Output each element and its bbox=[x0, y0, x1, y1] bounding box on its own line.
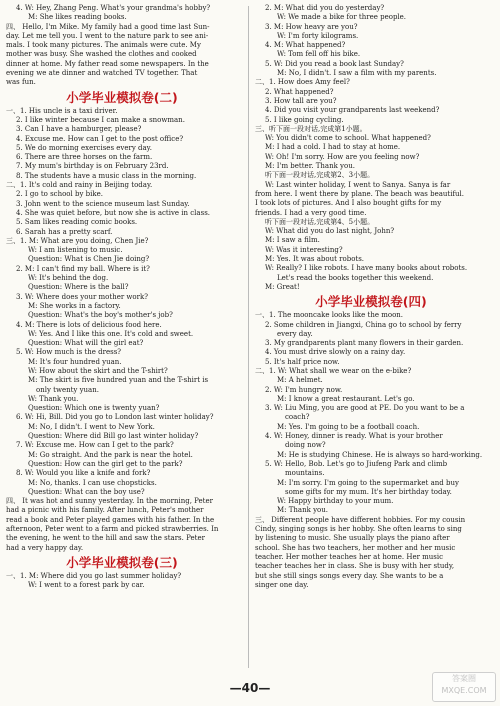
text-line: 5. I like going cycling. bbox=[265, 115, 344, 124]
text-line: 6. W: Hi, Bill. Did you go to London last winter holiday? bbox=[16, 413, 214, 422]
text-line: M: I had a cold. I had to stay at home. bbox=[265, 143, 401, 152]
text-line: 5. Sam likes reading comic books. bbox=[16, 218, 138, 227]
text-line: 4. Excuse me. How can I get to the post office? bbox=[16, 134, 184, 143]
text-line: friends. I had a very good time. bbox=[255, 208, 367, 217]
text-line: 6. There are three horses on the farm. bbox=[16, 153, 153, 162]
text-line: W: Tom fell off his bike. bbox=[277, 50, 361, 59]
text-line: 3. W: Where does your mother work? bbox=[16, 292, 148, 301]
text-line: 5. W: Hello, Bob. Let's go to Jiufeng Park and climb bbox=[265, 459, 448, 468]
site-watermark bbox=[432, 672, 496, 702]
text-line: M: No, I didn't. I saw a film with my parents. bbox=[277, 69, 437, 78]
text-line: W: Really? I like robots. I have many books about robots. bbox=[265, 264, 468, 273]
text-line: 3. Can I have a hamburger, please? bbox=[16, 125, 142, 134]
text-line: M: She likes reading books. bbox=[28, 13, 127, 22]
text-line: by listening to music. She usually plays the piano after bbox=[255, 534, 450, 543]
text-line: 听下面一段对话,完成第4、5小题。 bbox=[265, 217, 375, 226]
text-line: W: Yes. And I like this one. It's cold and sweet. bbox=[28, 329, 194, 338]
text-line: school. She has two teachers, her mother and her music bbox=[255, 543, 456, 552]
text-line: 二、1. W: What shall we wear on the e-bike? bbox=[255, 366, 412, 375]
text-line: W: I went to a forest park by car. bbox=[28, 581, 145, 590]
text-line: W: Thank you. bbox=[28, 394, 79, 403]
text-line: 5. It's half price now. bbox=[265, 357, 340, 366]
text-line: W: Happy birthday to your mum. bbox=[277, 497, 394, 506]
text-line: from here. I went there by plane. The beach was beautiful. bbox=[255, 189, 465, 198]
text-line: M: No, I didn't. I went to New York. bbox=[28, 422, 155, 431]
right-column bbox=[255, 4, 487, 590]
text-line: M: I'm sorry. I'm going to the supermarket and buy bbox=[277, 478, 459, 487]
text-line: 2. I go to school by bike. bbox=[16, 190, 103, 199]
text-line: W: Oh! I'm sorry. How are you feeling now? bbox=[265, 152, 420, 161]
text-line: M: Thank you. bbox=[277, 506, 328, 515]
text-line: Let's read the books together this weekend. bbox=[277, 273, 434, 282]
text-line: 4. She was quiet before, but now she is active in class. bbox=[16, 208, 211, 217]
text-line: some gifts for my mum. It's her birthday today. bbox=[285, 487, 452, 496]
text-line: 2. Some children in Jiangxi, China go to school by ferry bbox=[265, 320, 462, 329]
text-line: W: What did you do last night, John? bbox=[265, 227, 395, 236]
text-line: 一、1. M: Where did you go last summer holiday? bbox=[6, 571, 182, 580]
text-line: 5. W: Did you read a book last Sunday? bbox=[265, 59, 404, 68]
text-line: 2. M: I can't find my ball. Where is it? bbox=[16, 264, 150, 273]
text-line: W: It's behind the dog. bbox=[28, 274, 109, 283]
text-line: Question: Where is the ball? bbox=[28, 283, 129, 292]
watermark-line-2: MXQE.COM bbox=[441, 686, 487, 695]
text-line: 三、1. M: What are you doing, Chen Jie? bbox=[6, 236, 149, 245]
text-line: 8. W: Would you like a knife and fork? bbox=[16, 469, 151, 478]
text-line: Question: What can the boy use? bbox=[28, 487, 145, 496]
text-line: day. Let me tell you. I went to the nature park to see ani- bbox=[6, 31, 209, 40]
text-line: W: Last winter holiday, I went to Sanya. Sanya is far bbox=[265, 180, 451, 189]
text-line: only twenty yuan. bbox=[36, 385, 99, 394]
page-number: —40— bbox=[229, 681, 271, 695]
text-line: 8. The students have a music class in the morning. bbox=[16, 171, 197, 180]
text-line: 二、1. It's cold and rainy in Beijing today. bbox=[6, 181, 153, 190]
text-line: M: I'm better. Thank you. bbox=[265, 162, 355, 171]
text-line: Question: What is Chen Jie doing? bbox=[28, 255, 150, 264]
text-line: 4. W: Honey, dinner is ready. What is your brother bbox=[265, 432, 443, 441]
text-line: dinner at home. My father read some newspapers. In the bbox=[6, 59, 209, 68]
text-line: 4. You must drive slowly on a rainy day. bbox=[265, 348, 406, 357]
text-line: 3. How tall are you? bbox=[265, 96, 337, 105]
text-line: Question: Which one is twenty yuan? bbox=[28, 404, 160, 413]
text-line: 3. W: Liu Ming, you are good at PE. Do you want to be a bbox=[265, 404, 465, 413]
watermark-line-1: 答案圈 bbox=[452, 674, 476, 683]
text-line: singer one day. bbox=[255, 580, 309, 589]
text-line: 5. W: How much is the dress? bbox=[16, 348, 122, 357]
text-line: 4. M: What happened? bbox=[265, 41, 346, 50]
text-line: M: Yes. I'm going to be a football coach. bbox=[277, 422, 420, 431]
text-line: coach? bbox=[285, 413, 310, 422]
text-line: W: I am listening to music. bbox=[28, 246, 123, 255]
text-line: 7. W: Excuse me. How can I get to the park? bbox=[16, 441, 174, 450]
text-line: 二、1. How does Amy feel? bbox=[255, 78, 350, 87]
text-line: I took lots of pictures. And I also bought gifts for my bbox=[255, 199, 442, 208]
text-line: mountains. bbox=[285, 469, 325, 478]
text-line: teacher. Her mother teaches her at home. Her music bbox=[255, 552, 444, 561]
text-line: 3. John went to the science museum last Sunday. bbox=[16, 199, 190, 208]
text-line: but she still sings songs every day. She wants to be a bbox=[255, 571, 444, 580]
text-line: evening we ate dinner and watched TV together. That bbox=[6, 69, 198, 78]
text-line: Question: What will the girl eat? bbox=[28, 339, 144, 348]
text-line: 2. What happened? bbox=[265, 87, 334, 96]
text-line: read a book and Peter played games with his father. In the bbox=[6, 515, 215, 524]
text-line: M: I saw a film. bbox=[265, 236, 320, 245]
text-line: M: Go straight. And the park is near the hotel. bbox=[28, 450, 193, 459]
text-line: 四、 Hello, I'm Mike. My family had a good time last Sun- bbox=[6, 22, 210, 31]
text-line: 听下面一段对话,完成第2、3小题。 bbox=[265, 171, 375, 180]
text-line: M: I know a great restaurant. Let's go. bbox=[277, 394, 415, 403]
text-line: doing now? bbox=[285, 441, 326, 450]
text-line: 一、1. His uncle is a taxi driver. bbox=[6, 106, 118, 115]
text-line: 4. M: There is lots of delicious food here. bbox=[16, 320, 162, 329]
text-line: teacher teaches her in class. She is busy with her study, bbox=[255, 562, 455, 571]
text-line: Question: How can the girl get to the park? bbox=[28, 459, 183, 468]
text-line: 4. Did you visit your grandparents last weekend? bbox=[265, 106, 440, 115]
text-line: 四、 It was hot and sunny yesterday. In the morning, Peter bbox=[6, 497, 213, 506]
text-line: 6. Sarah has a pretty scarf. bbox=[16, 227, 113, 236]
section-title: 小学毕业模拟卷(四) bbox=[315, 294, 427, 310]
text-line: 7. My mum's birthday is on February 23rd. bbox=[16, 162, 169, 171]
text-line: Cindy, singing songs is her hobby. She often learns to sing bbox=[255, 525, 462, 534]
text-line: M: It's four hundred yuan. bbox=[28, 357, 122, 366]
text-line: M: No, thanks. I can use chopsticks. bbox=[28, 478, 157, 487]
text-line: M: She works in a factory. bbox=[28, 301, 121, 310]
text-line: was fun. bbox=[6, 78, 36, 87]
text-line: W: How about the skirt and the T-shirt? bbox=[28, 366, 168, 375]
text-line: the evening, he went to the hill and saw the stars. Peter bbox=[6, 534, 205, 543]
text-line: 5. We do morning exercises every day. bbox=[16, 143, 152, 152]
text-line: had a picnic with his family. After lunch, Peter's mother bbox=[6, 506, 204, 515]
section-title: 小学毕业模拟卷(二) bbox=[66, 89, 178, 105]
text-line: had a very happy day. bbox=[6, 543, 84, 552]
text-line: M: Yes. It was about robots. bbox=[265, 255, 365, 264]
section-title: 小学毕业模拟卷(三) bbox=[66, 554, 178, 570]
text-line: every day. bbox=[277, 329, 313, 338]
text-line: mother was busy. She washed the clothes and cooked bbox=[6, 50, 197, 59]
text-line: 2. W: I'm hungry now. bbox=[265, 385, 343, 394]
column-divider bbox=[248, 6, 249, 668]
text-line: 4. W: Hey, Zhang Peng. What's your grandma's hobby? bbox=[16, 4, 211, 12]
text-line: 三、 Different people have different hobbies. For my cousin bbox=[255, 515, 466, 524]
text-line: M: Great! bbox=[265, 282, 300, 291]
text-line: 2. I like winter because I can make a snowman. bbox=[16, 115, 185, 124]
text-line: mals. I took many pictures. The animals were cute. My bbox=[6, 41, 201, 50]
text-line: W: You didn't come to school. What happened? bbox=[265, 134, 431, 143]
left-column bbox=[6, 4, 238, 591]
text-line: 三、听下面一段对话,完成第1小题。 bbox=[255, 124, 367, 133]
text-line: 2. M: What did you do yesterday? bbox=[265, 4, 385, 12]
text-line: W: Was it interesting? bbox=[265, 245, 343, 254]
text-line: W: I'm forty kilograms. bbox=[277, 31, 359, 40]
text-line: Question: Where did Bill go last winter holiday? bbox=[28, 432, 199, 441]
text-line: M: The skirt is five hundred yuan and the T-shirt is bbox=[28, 376, 209, 385]
text-line: M: A helmet. bbox=[277, 376, 323, 385]
text-line: 3. My grandparents plant many flowers in their garden. bbox=[265, 339, 464, 348]
text-line: afternoon, Peter went to a farm and picked strawberries. In bbox=[6, 525, 219, 534]
text-line: W: We made a bike for three people. bbox=[277, 13, 407, 22]
text-line: M: He is studying Chinese. He is always so hard-working. bbox=[277, 450, 483, 459]
text-line: 3. M: How heavy are you? bbox=[265, 22, 358, 31]
text-line: Question: What's the boy's mother's job? bbox=[28, 311, 173, 320]
text-line: 一、1. The mooncake looks like the moon. bbox=[255, 311, 404, 320]
